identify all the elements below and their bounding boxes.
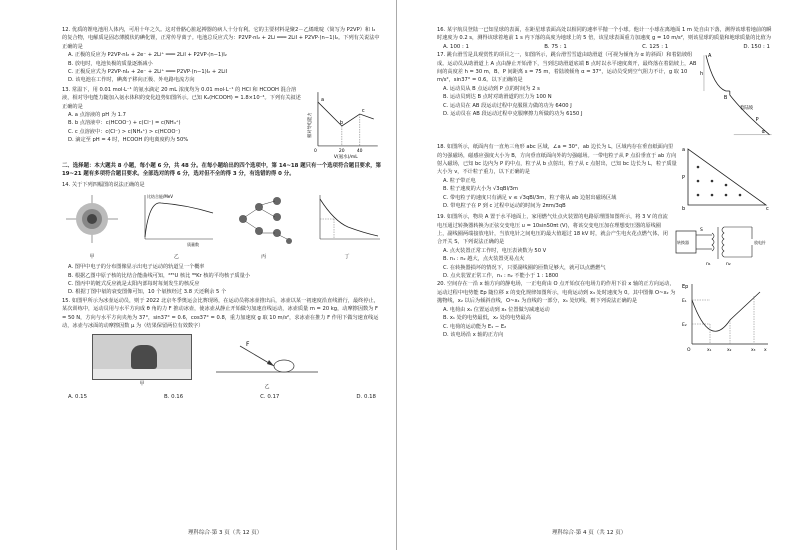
option-b: B. 75 : 1 xyxy=(544,43,567,50)
figure-label: 甲 xyxy=(89,253,95,260)
switch-label: S xyxy=(700,228,703,234)
option-d: D. 150 : 1 xyxy=(743,43,770,50)
option-b: B. 0.16 xyxy=(164,394,184,401)
coil-label: n₂ xyxy=(726,262,731,268)
height-label: h xyxy=(700,71,704,78)
binding-energy-curve xyxy=(137,191,215,249)
point-label: a xyxy=(321,96,325,103)
origin-label: O xyxy=(687,348,691,354)
ignition-circuit-diagram xyxy=(672,213,772,275)
y-axis-label: 相对导电能力 xyxy=(308,112,314,138)
x-axis-label: V(氨水)/mL xyxy=(334,154,358,160)
tick-label: x₃ xyxy=(751,348,756,354)
curling-photo xyxy=(92,334,192,380)
spark-label: 放电针 xyxy=(754,240,766,246)
question-stem: 12. 优质的锂电池用人体内，可用十年之久。这对骨骼心脏起搏器的病人十分有利。它的主要材料是聚2－乙烯吡啶（简写为 P2VP）和 I₂ 的复合物，电解质是固态薄膜状的碘化锂，正常传导离子。电池总反应式为：P2VP·nI₂ + 2Li ═══ 2LiI + P2VP·(n−1)I₂。下列有关说法中正确的是 xyxy=(62,27,380,50)
angle-label: α xyxy=(762,129,766,136)
option-b: B. 粒子速度的大小为 √3qBl/3m xyxy=(443,186,519,193)
tick-label: x₂ xyxy=(727,348,732,354)
x-axis-label: x xyxy=(764,348,767,354)
tick-label: 0 xyxy=(314,148,318,154)
option-d: D. 0.18 xyxy=(356,394,376,401)
option-b: B. 放电时，电池负极的质量逐渐减小 xyxy=(68,60,153,67)
y-axis-label: Ep xyxy=(682,284,689,291)
option-a: A. 点火装置正常工作时，电压表读数为 50 V xyxy=(443,247,547,254)
option-c: C. 125 : 1 xyxy=(642,43,669,50)
level-label: E₁ xyxy=(682,299,687,305)
question-stem: 20. 空间存在一沿 x 轴方向的静电场，一正电荷由 O 点开始仅在电场力的作用下沿 x 轴的正方向运动，运动过程中电势能 Ep 随位移 x 的变化规律如图所示，电荷运动到 x₃ 处时速度为 0。其中图像 O~x₂ 为抛物线，x₂ 以后为倾斜直线，O~x₁ 为直线的一部分，x₁ 处切线，则下列说法正确的是 xyxy=(437,281,676,305)
converter-label: 转换器 xyxy=(677,240,689,246)
option-c: C. 正极反应式为 P2VP·nI₂ + 2e⁻ + 2Li⁺ ═══ P2VP·(n−1)I₂ + 2LiI xyxy=(68,69,228,76)
option-b: B. 运动员到达 B 点时对助滑道的压力为 100 N xyxy=(443,94,552,101)
point-label: c xyxy=(362,107,365,114)
vertex-label: a xyxy=(682,147,686,154)
option-d: D. 点火装置正常工作，n₁ : n₂ 不能小于 1 : 1800 xyxy=(443,273,559,280)
question-14 xyxy=(62,181,382,297)
question-20 xyxy=(437,280,776,354)
option-c: C. 电荷的运动能为 E₁ − E₂ xyxy=(443,323,507,330)
option-d: D. 根据丁图中氡的衰变图像可知，10 个氡核经过 3.8 天还剩余 5 个 xyxy=(68,289,227,296)
question-17 xyxy=(437,51,776,143)
point-label: B xyxy=(724,95,728,102)
question-stem: 19. 如图所示，物块 A 置于水平地面上，家用燃气灶点火装置的电路原理图如图所示，将 3 V 的直流电压通过转换器转换为正弦交变电压 u = 10sin50πt (V)，将该交变电压加在理想变压器的原线圈上，副线圈两端接放电针，当放电针之间电压的最大值超过 18 kV 时，就会产生电火花点燃气体，闭合开关 S，下列说法正确的是 xyxy=(437,214,668,246)
question-15 xyxy=(62,297,382,402)
option-d: D. 滴定至 pH = 4 时，HCOOH 的电离度约为 50% xyxy=(68,137,189,144)
question-18 xyxy=(437,143,776,213)
question-19 xyxy=(437,213,776,280)
electron-cloud-figure xyxy=(62,191,122,249)
option-a: A. 电荷由 x₁ 位置运动到 x₃ 位置做匀减速运动 xyxy=(443,306,550,313)
force-label: F xyxy=(246,340,250,348)
point-label: P xyxy=(756,117,760,124)
section-heading: 二、选择题：本大题共 8 小题，每小题 6 分，共 48 分。在每小题给出的四个选项中，第 14~18 题只有一个选项符合题目要求，第 19~21 题有多项符合题目要求。全部选对的得 6 分，选对但不全的得 3 分，有选错的得 0 分。 xyxy=(62,162,382,178)
ski-jump-diagram xyxy=(700,51,776,143)
option-d: D. 带电粒子在 P 到 c 过程中运动的时间为 2πm/3qB xyxy=(443,203,566,210)
figure-label: 乙 xyxy=(264,383,270,390)
figure-label: 丙 xyxy=(261,253,267,260)
tick-label: x₁ xyxy=(707,348,712,354)
option-a: A. 100 : 1 xyxy=(443,43,469,50)
option-d: D. 运动员在 AB 段运动过程中克服摩擦力所做的功为 6150 J xyxy=(443,111,583,118)
question-stem: 13. 常温下，用 0.01 mol·L⁻¹ 的氨水滴定 20 mL 浓度均为 0.01 mol·L⁻¹ 的 HCl 和 HCOOH 混合溶液，相对导电能力随加入氨水体积的变化趋势如图所示。已知 Kₐ(HCOOH) = 1.8×10⁻⁴。下列有关叙述正确的是 xyxy=(62,86,301,110)
question-stem: 18. 如图所示，纸面内有一直角三角形 abc 区域，∠a = 30°，ab 边长为 L，区域内存在垂直纸面向里的匀强磁场，磁感应强度大小为 B，方向垂直纸面向外的匀强磁场。一带电粒子从 P 点沿垂直于 ab 方向射入磁场，已知 bc 边内为 P 的中点，粒子从 b 点射出，粒子从 c 点射出，已知 bc 边长为 L，粒子质量大小为 v，不计粒子重力，以下正确的是 xyxy=(437,144,677,176)
vertex-label: c xyxy=(766,206,769,213)
option-b: B. 根据乙图中原子核的比结合能曲线可知，²³⁵U 核比 ⁸⁹Kr 核的平均核子质量小 xyxy=(68,272,250,279)
right-page xyxy=(397,0,794,550)
magnetic-triangle-diagram xyxy=(680,143,772,213)
option-a: A. a 点溶液的 pH 为 1.7 xyxy=(68,112,126,119)
question-stem: 15. 如图甲所示为冰壶运动员，则于 2022 北京冬季奥运会比赛现场，在运动员将冰壶推出后，冰壶以某一初速度沿直线滑行，最终停止，某次训练中，运动员用与水平方向成 θ 角的力 F 推动冰壶，使冰壶从静止开始做匀加速直线运动，冰壶质量 m = 20 kg，动摩擦因数为 F = 50 N，方向与水平方向夹角为 37°，sin37° = 0.6，cos37° = 0.8，重力加速度 g 取 10 m/s²，求冰壶在推力 F 作用下做匀速直线运动，冰壶与冰面的动摩擦因数 μ 为（结果保留两位有效数字） xyxy=(62,297,379,330)
question-stem: 14. 关于下列四幅图的说法正确的是 xyxy=(62,182,145,189)
page-footer: 理科综合·第 3 页（共 12 页） xyxy=(188,530,263,536)
figure-label: 丁 xyxy=(344,253,350,260)
option-a: A. 运动员从 B 点运动到 P 点的时间为 2 s xyxy=(443,85,540,92)
option-a: A. 正极的反应为 P2VP·nI₂ + 2e⁻ + 2Li⁺ ═══ 2LiI + P2VP·(n−1)I₂ xyxy=(68,52,227,59)
conductivity-graph xyxy=(304,86,382,160)
force-diagram xyxy=(212,334,322,380)
point-label: A xyxy=(708,53,712,60)
coil-label: n₁ xyxy=(706,262,711,268)
option-c: C. 0.17 xyxy=(260,394,280,401)
decay-curve-figure xyxy=(312,191,382,249)
option-c: C. 在转换器损坏的情况下，只要副线圈的匝数足够大，就可以点燃燃气 xyxy=(443,264,606,271)
slope-label: 着陆坡 xyxy=(740,106,754,112)
tick-label: 40 xyxy=(357,148,363,154)
question-12 xyxy=(62,26,382,85)
figure-label: 甲 xyxy=(139,380,145,387)
option-c: C. 运动员在 AB 段运动过程中克服阻力做的功为 6400 J xyxy=(443,102,572,109)
chart-title: 比结合能/MeV xyxy=(147,194,174,200)
option-a: A. 图甲中电子的分布图像显示出电子运动的轨道呈一个概率 xyxy=(68,264,205,271)
vertex-label: b xyxy=(682,206,686,213)
tick-label: 20 xyxy=(339,148,345,154)
option-c: C. c 点溶液中：c(Cl⁻) > c(NH₄⁺) > c(HCOO⁻) xyxy=(68,128,181,135)
option-d: D. 该电池在工作时，碘离子移向正极、外电路电流方向 xyxy=(68,77,195,84)
level-label: E₂ xyxy=(682,323,687,329)
question-16 xyxy=(437,26,776,51)
option-a: A. 粒子带正电 xyxy=(443,177,476,184)
option-d: D. 该电场沿 x 轴的正方向 xyxy=(443,331,504,338)
question-13 xyxy=(62,86,382,160)
figure-label: 乙 xyxy=(173,253,179,260)
potential-energy-graph xyxy=(680,280,772,354)
option-a: A. 0.15 xyxy=(68,394,88,401)
option-b: B. x₁ 处的电势最低，x₂ 处的电势最高 xyxy=(443,315,531,322)
question-stem: 16. 某宇航员登陆一已知星球的表面，在距星球表面高处以相同的速率平抛一个小球。他计一小球在离地面 1 m 处自由下落，测得该球着地前的瞬时速度为 0.2 s，测得该球着地前 1 s 内下落的高度为地球上的 5 倍，该星球表面重力加速度 g = 10 m/s²，则该星球的质量和地球质量的比值为 xyxy=(437,27,772,42)
chain-reaction-figure xyxy=(231,191,297,249)
option-b: B. n₁ : n₂ 越大，点火装置更易点火 xyxy=(443,256,525,263)
page-footer: 理科综合·第 4 页（共 12 页） xyxy=(552,530,627,536)
option-c: C. 图丙中的链式反应就是太阳内部每时每刻发生的核反应 xyxy=(68,281,200,288)
point-label: b xyxy=(340,119,344,126)
option-c: C. 带电粒子的速度只有满足 v ≤ √3qBl/3m，粒子将从 ab 边射出磁场区域 xyxy=(443,194,617,201)
option-b: B. b 点溶液中：c(HCOO⁻) + c(Cl⁻) = c(NH₄⁺) xyxy=(68,120,181,127)
question-stem: 17. 跳台滑雪是具观赏性的项目之一，如图所示，跳台滑雪雪道由助滑道（可视为倾角为 α 的斜面）和着陆坡组成。运动员从助滑道上 A 点由静止开始滑下，当到达助滑道底端 B 点时以水平速度离开，最终落在着陆坡上，AB 间的高度差 h = 30 m，B、P 间距离 s = 75 m，着陆坡倾角 α = 37°，运动员受到空气阻力不计，g 取 10 m/s²，sin37° = 0.6。以下正确的是 xyxy=(437,52,697,84)
x-axis-label: 质量数 xyxy=(187,242,200,248)
point-label: P xyxy=(682,175,686,182)
